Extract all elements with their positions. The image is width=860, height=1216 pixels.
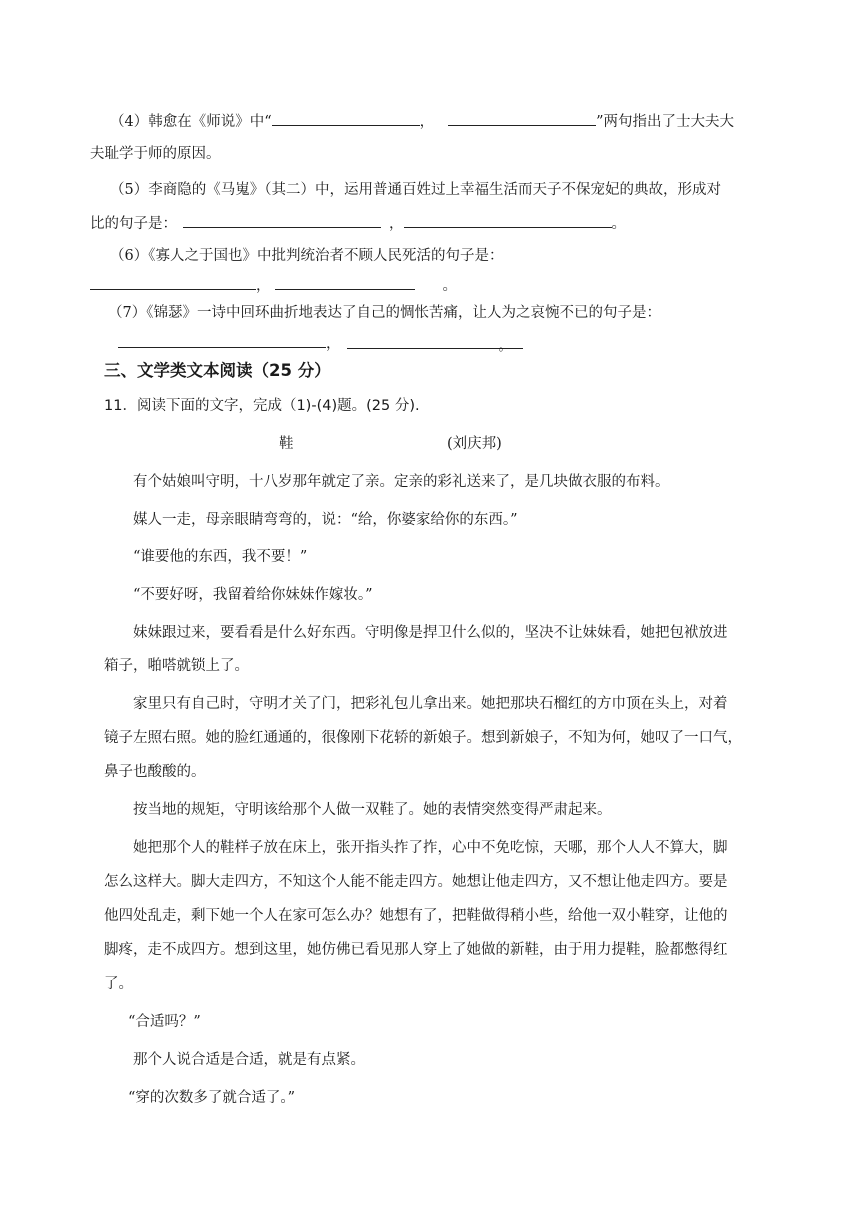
question-4: （4）韩愈在《师说》中“ ， ”两句指出了士大夫大 <box>110 111 860 132</box>
answer-blank[interactable] <box>404 213 612 228</box>
question-4-continued: 夫耻学于师的原因。 <box>90 146 221 162</box>
answer-blank[interactable] <box>183 213 381 228</box>
story-paragraph-line: 家里只有自己时，守明才关了门，把彩礼包儿拿出来。她把那块石榴红的方巾顶在头上，对着 <box>133 696 728 712</box>
question-7-answer-line: ， 。 <box>118 333 860 354</box>
story-paragraph-line: “不要好呀，我留着给你妹妹作嫁妆。” <box>133 587 373 603</box>
question-4-prefix: （4）韩愈在《师说》中“ <box>110 114 272 130</box>
story-paragraph-line: 有个姑娘叫守明，十八岁那年就定了亲。定亲的彩礼送来了，是几块做衣服的布料。 <box>133 474 670 490</box>
answer-blank[interactable] <box>118 333 326 348</box>
story-paragraph-line: “穿的次数多了就合适了。” <box>128 1090 296 1106</box>
story-paragraph-line: 怎么这样大。脚大走四方，不知这个人能不能走四方。她想让他走四方，又不想让他走四方。要是 <box>104 874 728 890</box>
question-6: （6）《寡人之于国也》中批判统治者不顾人民死活的句子是： <box>110 248 504 264</box>
story-paragraph-line: 鼻子也酸酸的。 <box>104 764 206 780</box>
answer-blank[interactable]: 。 <box>347 334 523 349</box>
question-7: （7）《锦瑟》一诗中回环曲折地表达了自己的惆怅苦痛，让人为之哀惋不已的句子是： <box>108 305 661 321</box>
story-paragraph-line: 妹妹跟过来，要看看是什么好东西。守明像是捍卫什么似的，坚决不让妹妹看，她把包袱放进 <box>133 625 728 641</box>
story-paragraph-line: 镜子左照右照。她的脸红通通的，很像刚下花轿的新娘子。想到新娘子，不知为何，她叹了一口气， <box>104 730 742 746</box>
question-6-answer-line: ， 。 <box>90 275 860 296</box>
story-paragraph-line: “谁要他的东西，我不要！” <box>133 549 308 565</box>
answer-blank[interactable] <box>448 111 596 126</box>
story-paragraph-line: 脚疼，走不成四方。想到这里，她仿佛已看见那人穿上了她做的新鞋，由于用力提鞋，脸都憋得红 <box>104 942 728 958</box>
answer-blank[interactable] <box>90 275 256 290</box>
story-author: (刘庆邦) <box>447 436 502 452</box>
story-paragraph-line: 按当地的规矩，守明该给那个人做一双鞋了。她的表情突然变得严肃起来。 <box>133 802 612 818</box>
question-4-suffix: ”两句指出了士大夫大 <box>596 114 735 130</box>
story-paragraph-line: 他四处乱走，剩下她一个人在家可怎么办？她想有了，把鞋做得稍小些，给他一双小鞋穿，让他的 <box>104 908 728 924</box>
story-paragraph-line: 那个人说合适是合适，就是有点紧。 <box>133 1052 365 1068</box>
answer-blank[interactable] <box>275 275 415 290</box>
story-paragraph-line: 她把那个人的鞋样子放在床上，张开指头拃了拃，心中不免吃惊，天哪，那个人人不算大，脚 <box>133 840 728 856</box>
answer-blank[interactable] <box>272 111 420 126</box>
question-5: （5）李商隐的《马嵬》（其二）中，运用普通百姓过上幸福生活而天子不保宠妃的典故，形成对 <box>110 182 721 198</box>
story-paragraph-line: 了。 <box>104 976 133 992</box>
story-paragraph-line: 箱子，啪嗒就锁上了。 <box>104 658 249 674</box>
question-11-instruction: 11．阅读下面的文字，完成（1)-(4)题。(25 分). <box>104 398 420 414</box>
story-title: 鞋 <box>279 436 294 452</box>
story-paragraph-line: 媒人一走，母亲眼睛弯弯的，说：“给，你婆家给你的东西。” <box>133 512 518 528</box>
question-5-continued: 比的句子是： ， 。 <box>90 213 860 234</box>
section-heading: 三、文学类文本阅读（25 分） <box>104 361 331 380</box>
story-paragraph-line: “合适吗？” <box>128 1014 201 1030</box>
